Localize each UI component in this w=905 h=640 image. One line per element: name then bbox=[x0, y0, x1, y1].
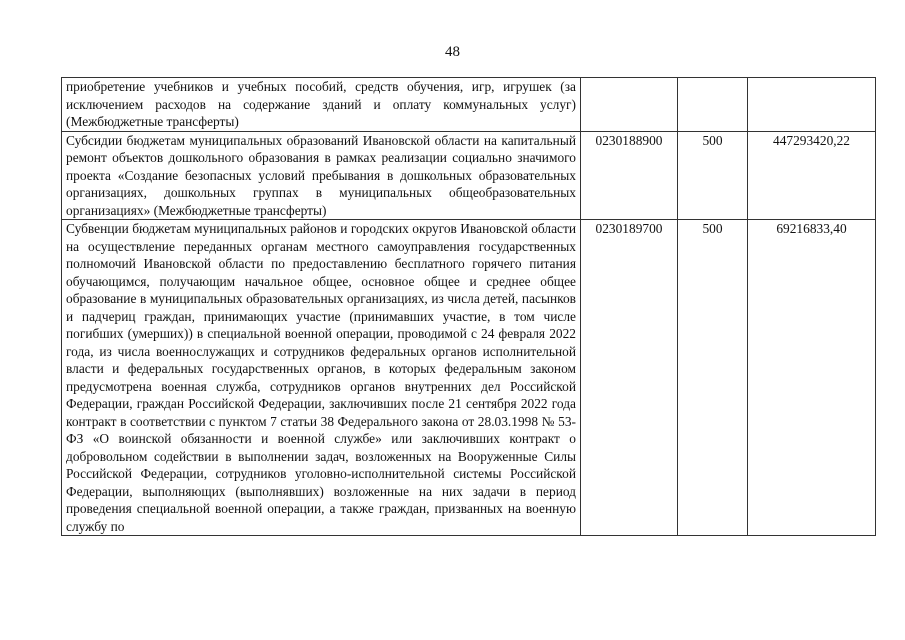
row-description: Субвенции бюджетам муниципальных районов и городских округов Ивановской области на осуществление переданных органам местного самоуправления государственных полномочий Ивановской области по предоставлению бесплатного горячего питания обучающимся, получающим начальное общее, основное общее и среднее общее образование в муниципальных образовательных организациях, из числа детей, пасынков и падчериц граждан, принимающих участие (принимавших участие, в том числе погибших (умерших)) в специальной военной операции, проводимой с 24 февраля 2022 года, из числа военнослужащих и сотрудников федеральных органов исполнительной власти и федеральных государственных органов, в которых федеральным законом предусмотрена военная служба, сотрудников органов внутренних дел Российской Федерации, граждан Российской Федерации, заключивших после 21 сентября 2022 года контракт в соответствии с пунктом 7 статьи 38 Федерального закона от 28.03.1998 № 53-ФЗ «О воинской обязанности и военной службе» или заключивших контракт о добровольном содействии в выполнении задач, возложенных на Вооруженные Силы Российской Федерации, сотрудников уголовно-исполнительной системы Российской Федерации, выполняющих (выполнявших) возложенные на них задачи в период проведения специальной военной операции, а также граждан, призванных на военную службу по bbox=[62, 220, 581, 536]
row-description: приобретение учебников и учебных пособий, средств обучения, игр, игрушек (за исключением расходов на содержание зданий и оплату коммунальных услуг) (Межбюджетные трансферты) bbox=[62, 78, 581, 132]
row-expense-type bbox=[678, 78, 748, 132]
page-number: 48 bbox=[445, 44, 460, 60]
row-target-article: 0230189700 bbox=[581, 220, 678, 536]
table-row bbox=[62, 220, 876, 536]
table-row bbox=[62, 131, 876, 220]
table-row bbox=[62, 78, 876, 132]
row-target-article: 0230188900 bbox=[581, 131, 678, 220]
row-expense-type: 500 bbox=[678, 220, 748, 536]
row-amount: 69216833,40 bbox=[748, 220, 876, 536]
row-target-article bbox=[581, 78, 678, 132]
row-description: Субсидии бюджетам муниципальных образований Ивановской области на капитальный ремонт объектов дошкольного образования в рамках реализации социально значимого проекта «Создание безопасных условий пребывания в дошкольных образовательных организациях, дошкольных группах в муниципальных общеобразовательных организациях» (Межбюджетные трансферты) bbox=[62, 131, 581, 220]
row-amount bbox=[748, 78, 876, 132]
row-amount: 447293420,22 bbox=[748, 131, 876, 220]
budget-table bbox=[61, 77, 876, 536]
row-expense-type: 500 bbox=[678, 131, 748, 220]
